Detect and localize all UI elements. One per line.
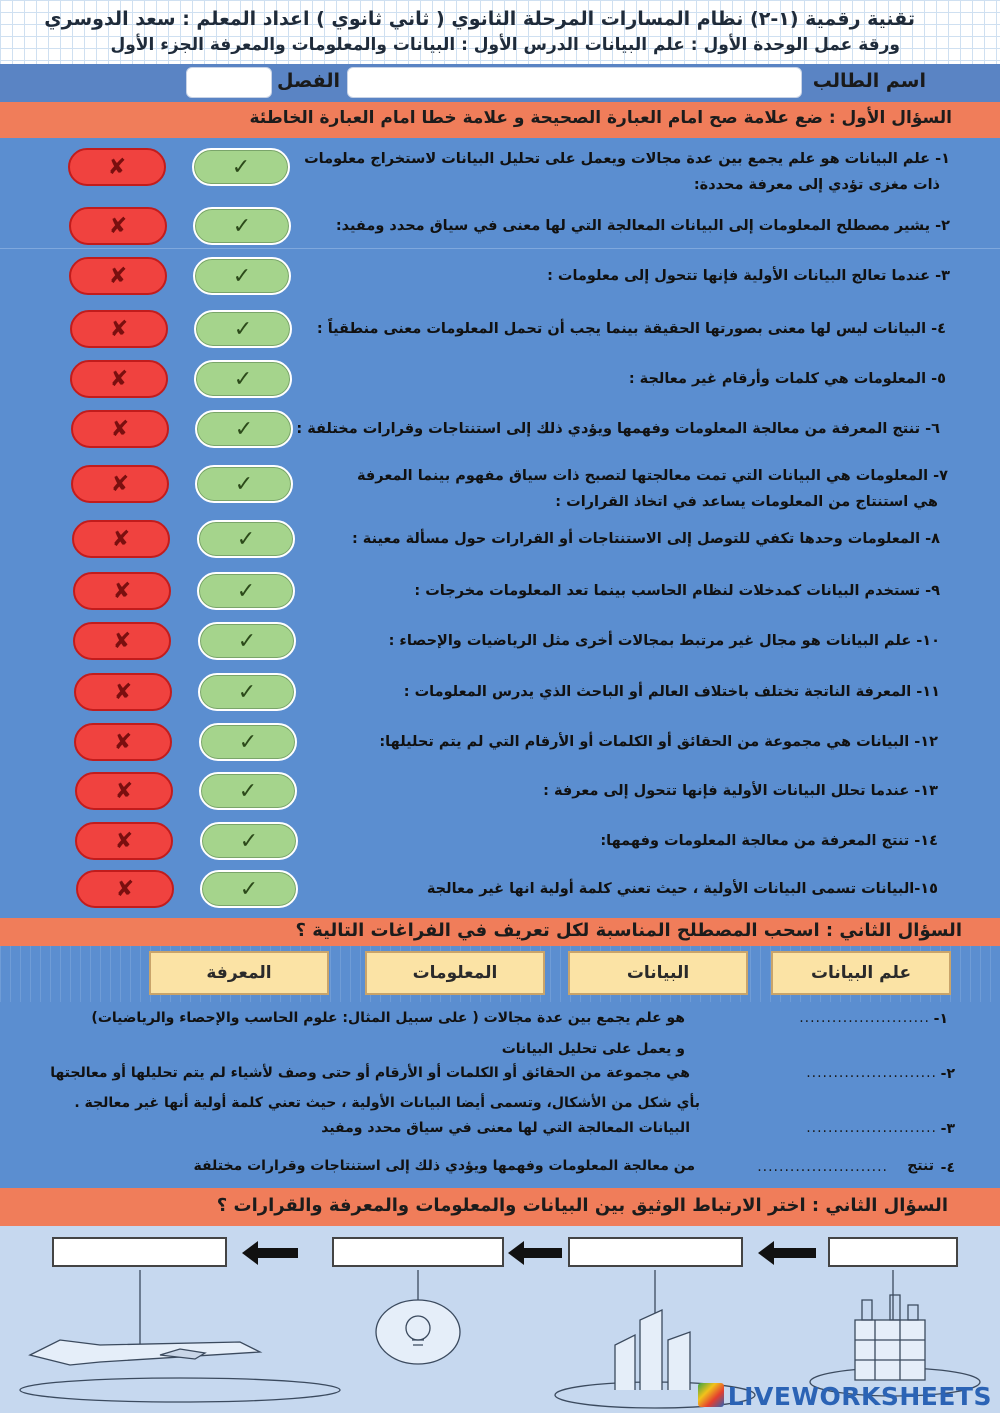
definition-1-blank[interactable]: ........................: [799, 1010, 930, 1026]
statement-1-true-button[interactable]: ✓: [192, 148, 290, 186]
question-3-header: [0, 1188, 1000, 1226]
definition-4-blank[interactable]: ........................: [757, 1159, 888, 1175]
statement-6-text: ٦- تنتج المعرفة من معالجة المعلومات وفهمها ويؤدي ذلك إلى استنتاجات وقرارات مختلفة :: [296, 421, 940, 437]
statement-6-false-button[interactable]: ✘: [71, 410, 169, 448]
statement-15-text: ١٥-البيانات تسمى البيانات الأولية ، حيث تعني كلمة أولية انها غير معالجة: [426, 881, 938, 897]
statement-3-false-button[interactable]: ✘: [69, 257, 167, 295]
student-info-bar: [0, 64, 1000, 102]
statement-9-false-button[interactable]: ✘: [73, 572, 171, 610]
statement-6-true-button[interactable]: ✓: [195, 410, 293, 448]
statement-4-false-button[interactable]: ✘: [70, 310, 168, 348]
term-information[interactable]: المعلومات: [365, 951, 545, 995]
question-1-header: [0, 102, 1000, 138]
definition-4-prefix: تنتج: [907, 1158, 934, 1174]
statement-1-text: ١- علم البيانات هو علم يجمع بين عدة مجالات ويعمل على تحليل البيانات لاستخراج معلومات: [304, 151, 950, 167]
statement-10-text: ١٠- علم البيانات هو مجال غير مرتبط بمجالات أخرى مثل الرياضيات والإحصاء :: [388, 633, 940, 649]
class-label: الفصل: [276, 70, 340, 92]
arrow-left-icon: [758, 1241, 818, 1265]
statement-5-text: ٥- المعلومات هي كلمات وأرقام غير معالجة :: [628, 371, 946, 387]
liveworksheets-logo: LIVEWORKSHEETS: [727, 1382, 992, 1411]
statement-7-false-button[interactable]: ✘: [71, 465, 169, 503]
statement-8-false-button[interactable]: ✘: [72, 520, 170, 558]
diagram-box-decisions[interactable]: [52, 1237, 227, 1267]
statement-2-true-button[interactable]: ✓: [193, 207, 291, 245]
statement-15-true-button[interactable]: ✓: [200, 870, 298, 908]
statement-4-text: ٤- البيانات ليس لها معنى بصورتها الحقيقة بينما يجب أن تحمل المعلومات معنى منطقياً :: [316, 321, 946, 337]
statement-7-text-2: هي استنتاج من المعلومات يساعد في اتخاذ القرارات :: [555, 494, 938, 510]
statement-11-true-button[interactable]: ✓: [198, 673, 296, 711]
statement-13-text: ١٣- عندما تحلل البيانات الأولية فإنها تتحول إلى معرفة :: [543, 783, 938, 799]
statement-14-text: ١٤- تنتج المعرفة من معالجة المعلومات وفهمها:: [600, 833, 938, 849]
diagram-box-data[interactable]: [828, 1237, 958, 1267]
statement-15-false-button[interactable]: ✘: [76, 870, 174, 908]
statement-9-text: ٩- تستخدم البيانات كمدخلات لنظام الحاسب بينما تعد المعلومات مخرجات :: [414, 583, 940, 599]
student-name-label: اسم الطالب: [812, 70, 926, 92]
statement-2-false-button[interactable]: ✘: [69, 207, 167, 245]
definition-3-number: ٣-: [940, 1121, 955, 1137]
statement-2-text: ٢- يشير مصطلح المعلومات إلى البيانات المعالجة التي لها معنى في سياق محدد ومفيد:: [335, 218, 950, 234]
statement-8-true-button[interactable]: ✓: [197, 520, 295, 558]
term-knowledge[interactable]: المعرفة: [149, 951, 329, 995]
statement-14-true-button[interactable]: ✓: [200, 822, 298, 860]
definition-4-text: من معالجة المعلومات وفهمها ويؤدي ذلك إلى استنتاجات وقرارات مختلفة: [193, 1158, 695, 1174]
definition-3-text: البيانات المعالجة التي لها معنى في سياق محدد ومفيد: [321, 1120, 690, 1136]
statement-4-true-button[interactable]: ✓: [194, 310, 292, 348]
definition-1-text-2: و يعمل على تحليل البيانات: [501, 1041, 685, 1057]
definition-4-number: ٤-: [940, 1160, 955, 1176]
header-subtitle: ورقة عمل الوحدة الأول : علم البيانات الدرس الأول : البيانات والمعلومات والمعرفة الجزء الأول: [110, 35, 900, 55]
statement-10-true-button[interactable]: ✓: [198, 622, 296, 660]
arrow-left-icon: [508, 1241, 564, 1265]
liveworksheets-logo-icon: [698, 1383, 724, 1407]
definition-2-blank[interactable]: ........................: [806, 1065, 937, 1081]
statement-12-text: ١٢- البيانات هي مجموعة من الحقائق أو الكلمات أو الأرقام التي لم يتم تحليلها:: [379, 734, 938, 750]
statement-5-false-button[interactable]: ✘: [70, 360, 168, 398]
statement-1-false-button[interactable]: ✘: [68, 148, 166, 186]
header-title: تقنية رقمية (١-٢) نظام المسارات المرحلة الثانوي ( ثاني ثانوي ) اعداد المعلم : سعد الدوسري: [44, 8, 915, 30]
definition-2-text: هي مجموعة من الحقائق أو الكلمات أو الأرقام أو حتى وصف لأشياء لم يتم تحليلها أو معالجتها: [50, 1065, 690, 1081]
statement-9-true-button[interactable]: ✓: [197, 572, 295, 610]
statement-5-true-button[interactable]: ✓: [194, 360, 292, 398]
student-name-input[interactable]: [347, 67, 802, 98]
diagram-box-knowledge[interactable]: [332, 1237, 504, 1267]
definition-3-blank[interactable]: ........................: [806, 1120, 937, 1136]
class-input[interactable]: [186, 67, 272, 98]
worksheet-header: [0, 0, 1000, 64]
statement-8-text: ٨- المعلومات وحدها تكفي للتوصل إلى الاستنتاجات أو القرارات حول مسألة معينة :: [351, 531, 940, 547]
definition-1-text: هو علم يجمع بين عدة مجالات ( على سبيل المثال: علوم الحاسب والإحصاء والرياضيات): [91, 1010, 685, 1026]
definition-1-number: ١-: [933, 1011, 948, 1027]
statement-13-true-button[interactable]: ✓: [199, 772, 297, 810]
statement-12-true-button[interactable]: ✓: [199, 723, 297, 761]
statement-11-text: ١١- المعرفة الناتجة تختلف باختلاف العالم أو الباحث الذي يدرس المعلومات :: [403, 684, 940, 700]
term-data[interactable]: البيانات: [568, 951, 748, 995]
divider: [0, 248, 1000, 249]
statement-13-false-button[interactable]: ✘: [75, 772, 173, 810]
statement-14-false-button[interactable]: ✘: [75, 822, 173, 860]
question-2-header: [0, 918, 1000, 946]
question-3-title: السؤال الثاني : اختر الارتباط الوثيق بين البيانات والمعلومات والمعرفة والقرارات ؟: [216, 1195, 948, 1216]
diagram-box-information[interactable]: [568, 1237, 743, 1267]
term-data-science[interactable]: علم البيانات: [771, 951, 951, 995]
statement-1-text-2: ذات مغزى تؤدي إلى معرفة محددة:: [693, 177, 940, 193]
statement-7-text: ٧- المعلومات هي البيانات التي تمت معالجتها لتصبح ذات سياق مفهوم بينما المعرفة: [357, 468, 948, 484]
question-1-title: السؤال الأول : ضع علامة صح امام العبارة الصحيحة و علامة خطا امام العبارة الخاطئة: [249, 108, 952, 128]
statement-12-false-button[interactable]: ✘: [74, 723, 172, 761]
statement-3-true-button[interactable]: ✓: [193, 257, 291, 295]
statement-3-text: ٣- عندما تعالج البيانات الأولية فإنها تتحول إلى معلومات :: [547, 268, 950, 284]
arrow-left-icon: [242, 1241, 300, 1265]
definition-2-number: ٢-: [940, 1066, 955, 1082]
statement-11-false-button[interactable]: ✘: [74, 673, 172, 711]
statement-10-false-button[interactable]: ✘: [73, 622, 171, 660]
statement-7-true-button[interactable]: ✓: [195, 465, 293, 503]
definition-2-text-2: بأي شكل من الأشكال، وتسمى أيضا البيانات الأولية ، حيث تعني كلمة أولية أنها غير معالجة .: [74, 1095, 700, 1111]
question-2-title: السؤال الثاني : اسحب المصطلح المناسبة لكل تعريف في الفراغات التالية ؟: [295, 920, 962, 941]
